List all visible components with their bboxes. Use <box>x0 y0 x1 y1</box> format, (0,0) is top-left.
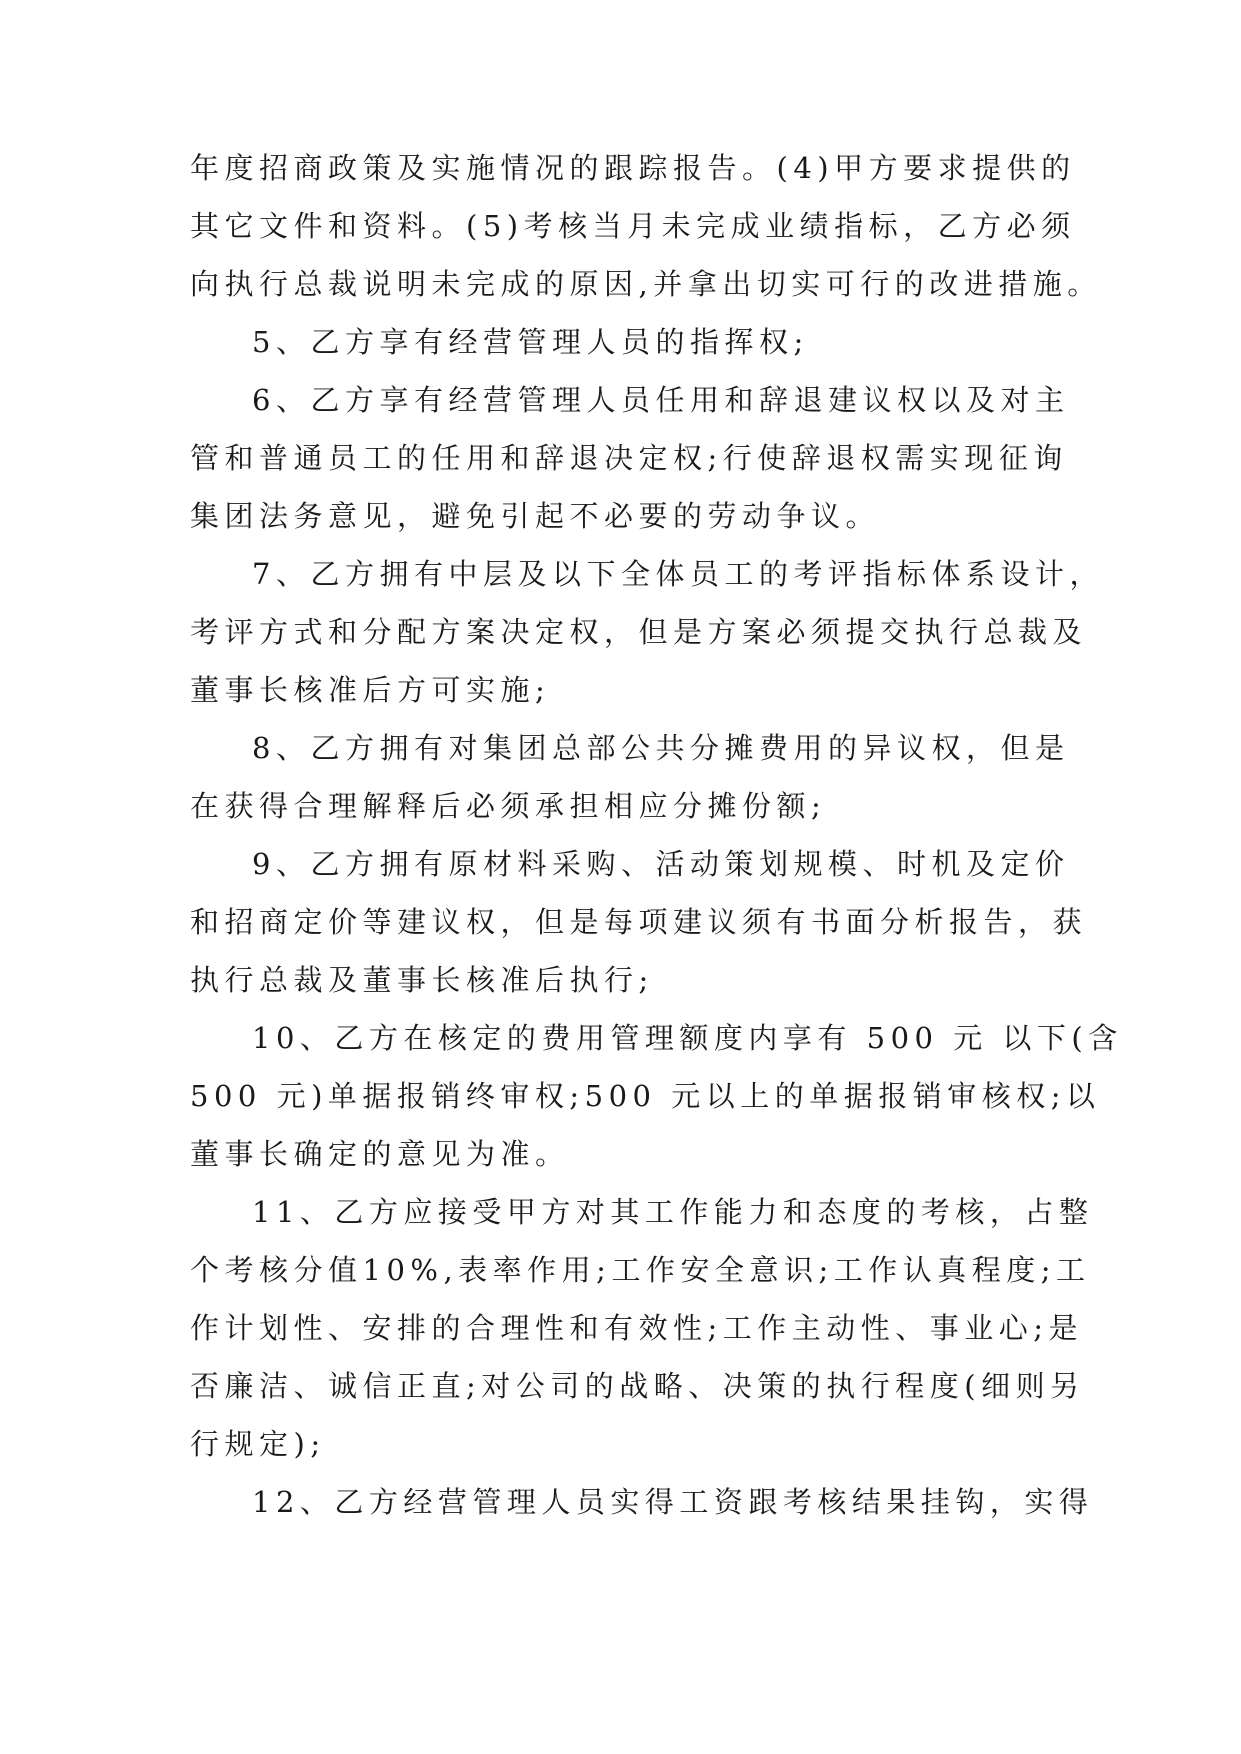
text-line-19: 11、乙方应接受甲方对其工作能力和态度的考核，占整 <box>252 1195 1094 1229</box>
text-line-16: 10、乙方在核定的费用管理额度内享有 500 元 以下(含 <box>252 1021 1123 1055</box>
text-line-24: 12、乙方经营管理人员实得工资跟考核结果挂钩，实得 <box>252 1485 1094 1519</box>
text-line-3: 向执行总裁说明未完成的原因,并拿出切实可行的改进措施。 <box>190 267 1102 301</box>
text-line-2: 其它文件和资料。(5)考核当月未完成业绩指标，乙方必须 <box>190 209 1076 243</box>
text-line-13: 9、乙方拥有原材料采购、活动策划规模、时机及定价 <box>252 847 1070 881</box>
text-line-4: 5、乙方享有经营管理人员的指挥权; <box>252 325 809 359</box>
text-line-7: 集团法务意见，避免引起不必要的劳动争议。 <box>190 499 881 533</box>
text-line-14: 和招商定价等建议权，但是每项建议须有书面分析报告，获 <box>190 905 1088 939</box>
text-line-20: 个考核分值10%,表率作用;工作安全意识;工作认真程度;工 <box>190 1253 1091 1287</box>
text-line-9: 考评方式和分配方案决定权，但是方案必须提交执行总裁及 <box>190 615 1088 649</box>
text-line-10: 董事长核准后方可实施; <box>190 673 551 707</box>
text-line-15: 执行总裁及董事长核准后执行; <box>190 963 654 997</box>
text-line-21: 作计划性、安排的合理性和有效性;工作主动性、事业心;是 <box>190 1311 1084 1345</box>
text-line-23: 行规定); <box>190 1427 326 1461</box>
text-line-8: 7、乙方拥有中层及以下全体员工的考评指标体系设计， <box>252 557 1104 591</box>
text-line-18: 董事长确定的意见为准。 <box>190 1137 570 1171</box>
text-line-12: 在获得合理解释后必须承担相应分摊份额; <box>190 789 827 823</box>
text-line-1: 年度招商政策及实施情况的跟踪报告。(4)甲方要求提供的 <box>190 151 1076 185</box>
text-line-11: 8、乙方拥有对集团总部公共分摊费用的异议权，但是 <box>252 731 1070 765</box>
text-line-17: 500 元)单据报销终审权;500 元以上的单据报销审核权;以 <box>190 1079 1101 1113</box>
text-line-22: 否廉洁、诚信正直;对公司的战略、决策的执行程度(细则另 <box>190 1369 1085 1403</box>
text-line-5: 6、乙方享有经营管理人员任用和辞退建议权以及对主 <box>252 383 1070 417</box>
text-line-6: 管和普通员工的任用和辞退决定权;行使辞退权需实现征询 <box>190 441 1068 475</box>
